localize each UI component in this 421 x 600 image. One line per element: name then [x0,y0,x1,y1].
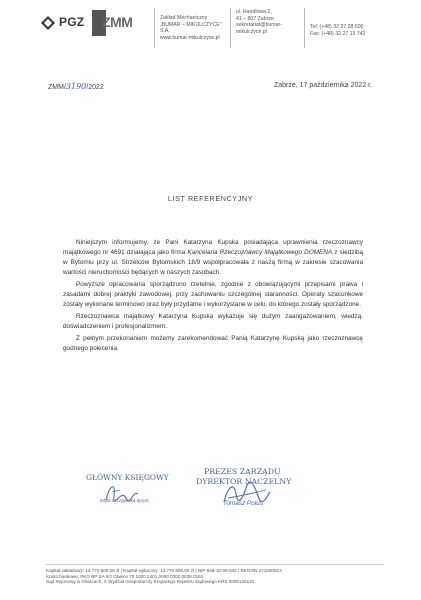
company-block [160,15,226,41]
chief-accountant-signature [86,478,156,508]
president-name: Tomasz Polus [223,500,263,507]
footer-court: Sąd Rejonowy w Gliwicach, X Wydział Gospodarczy Krajowego Rejestru Sądowego KRS 0000126115 [46,579,254,585]
footer [46,568,386,585]
fax-line: Fax: (+48) 32 27 13 742 [310,30,366,37]
email-line: mikulczyce.pl [236,28,267,35]
ref-handwritten-number: 3190 [65,82,87,91]
firm-name: Kancelaria Rzeczoznawcy Majątkowego DOMENA [187,249,333,256]
header-divider [154,8,155,48]
company-line: „BUMAR – MIKULCZYCE" [160,21,222,28]
address-block [236,9,296,35]
address-line: ul. Handlowa 2, [236,9,272,15]
footer-capital: Kapitał zakładowy: 14.770.500,00 zł | Kapitał wpłacony: 14.770.500,00 zł | NIP 648-10-00-642 | REGON 271830823 [46,568,282,573]
letter-date: Zabrze, 17 października 2022 r. [273,82,372,89]
stamp-title-1: PREZES ZARZĄDU [204,467,281,476]
header-divider [304,8,305,48]
paragraph-2: Powyższe opracowania sporządzono rzetelnie, zgodnie z obowiązującymi przepisami prawa i zasadami dobrej praktyki zawodowej, przy zachowaniu szczególnej staranności. Operaty szacunkowe zostały wykonane terminowo oraz były przydatne i wykorzystane w celu, do którego zostały sporządzone. [63,281,363,308]
stamp-title: GŁÓWNY KSIĘGOWY [86,473,169,482]
reference-number [48,82,104,91]
letter-body [63,238,363,356]
zmm-logo-text: ZMM [102,14,133,30]
pgz-logo-text: PGZ [59,15,85,29]
address-line: 41 – 807 Zabrze [236,15,274,22]
paragraph-1 [63,238,363,278]
company-website: www.bumar-mikulczyce.pl [160,34,220,41]
email-line: sekretariat@bumar- [236,22,282,29]
letter-title: LIST REFERENCYJNY [167,194,254,203]
header-divider [230,8,231,48]
paragraph-4: Z pełnym przekonaniem możemy zarekomendować Panią Katarzynę Kupską jako rzeczoznawcę godnego polecenia. [63,335,363,352]
p1-text-end: z siedzibą w Bytomiu przy ul. Strzelców Bytomskich 18/9 współpracowała z naszą firmą w zakresie szacowania wartości nieruchomości będących w naszych zasobach. [63,249,363,276]
company-line: S.A. [160,28,170,35]
phone-line: Tel: (+48) 32 37 38 600 [310,24,364,30]
pgz-diamond-icon [40,15,56,31]
zmm-logo [92,10,144,36]
pgz-logo [40,12,88,34]
company-line: Zakład Mechaniczny [160,15,208,21]
ref-prefix: ZMM/ [48,84,66,91]
footer-divider [46,564,384,565]
contact-block [310,24,390,37]
ref-suffix: /2022 [86,84,104,91]
stamp-name: Edyta Szczypińska-Spryść [100,498,150,503]
footer-bank: Konto bankowe: PKO BP SA I/O Gliwice 70 1020 2401 0000 0302 0039 0161 [46,573,204,579]
p1-text: Niniejszym informujemy, że Pani Katarzyna Kupska posiadająca uprawnienia rzeczoznawcy majątkowego nr 4691 działająca jako firma [63,239,363,256]
paragraph-3: Rzeczoznawca majątkowy Katarzyna Kupska wykazuje się dużym zaangażowaniem, wiedzą, doświadczeniem i profesjonalizmem. [63,313,363,330]
stamp-title-2: DYREKTOR NACZELNY [196,477,292,486]
